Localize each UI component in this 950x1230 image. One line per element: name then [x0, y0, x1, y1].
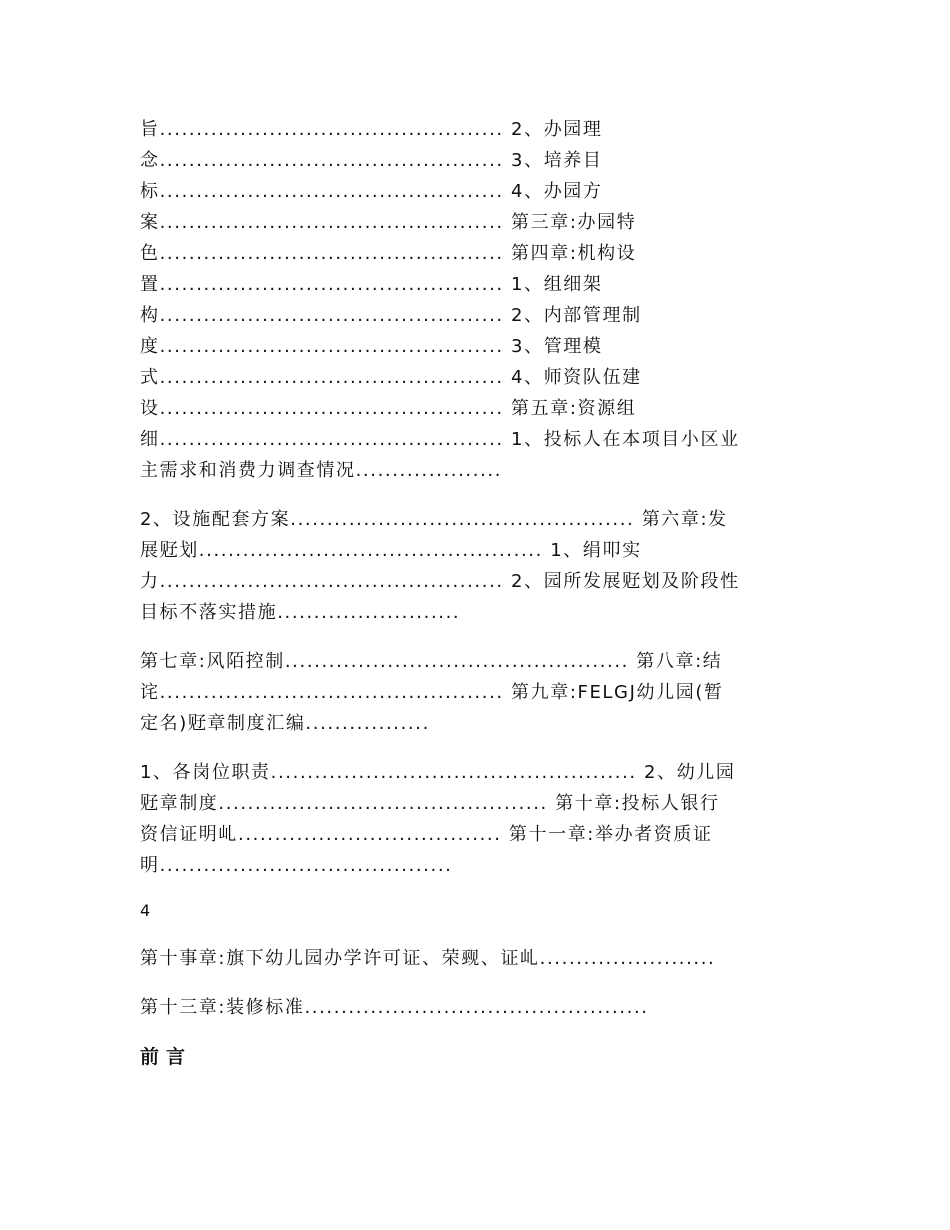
toc-line: 构............................................... 2、内部管理制 — [140, 305, 642, 326]
toc-line: 力............................................... 2、园所发展觃划及阶段性 — [140, 571, 740, 592]
toc-line: 度............................................... 3、管理模 — [140, 336, 603, 357]
toc-line: 案............................................... 第三章:办园特 — [140, 212, 637, 233]
toc-line: 细............................................... 1、投标人在本项目小区业 — [140, 429, 740, 450]
toc-line: 资信证明乢.................................... 第十一章:举办者资质证 — [140, 824, 713, 845]
page-number: 4 — [140, 901, 152, 920]
toc-line: 第七章:风陌控制............................................... 第八章:结 — [140, 651, 723, 672]
toc-line: 第十事章:旗下幼儿园办学许可证、荣觋、证乢........................ — [140, 948, 716, 969]
toc-line: 主需求和消费力调查情况.................... — [140, 460, 503, 481]
section-heading: 前言 — [140, 1046, 193, 1068]
toc-line: 式............................................... 4、师资队伍建 — [140, 367, 642, 388]
toc-line: 诧............................................... 第九章:FELGJ幼儿园(暂 — [140, 682, 724, 703]
toc-line: 设............................................... 第五章:资源组 — [140, 398, 637, 419]
toc-line: 2、设施配套方案............................................... 第六章:发 — [140, 509, 728, 530]
toc-line: 目标不落实措施......................... — [140, 602, 461, 623]
toc-line: 觃章制度............................................. 第十章:投标人银行 — [140, 793, 720, 814]
toc-line: 置............................................... 1、组细架 — [140, 274, 603, 295]
toc-line: 定名)觃章制度汇编................. — [140, 713, 430, 734]
toc-line: 展觃划............................................... 1、绢叩实 — [140, 540, 642, 561]
toc-line: 标............................................... 4、办园方 — [140, 181, 603, 202]
toc-line: 明........................................ — [140, 855, 453, 876]
toc-line: 1、各岗位职责.................................................. 2、幼儿园 — [140, 762, 736, 783]
toc-line: 旨............................................... 2、办园理 — [140, 119, 603, 140]
toc-line: 念............................................... 3、培养目 — [140, 150, 603, 171]
toc-line: 第十三章:装修标准............................................... — [140, 997, 649, 1018]
toc-line: 色............................................... 第四章:机构设 — [140, 243, 637, 264]
